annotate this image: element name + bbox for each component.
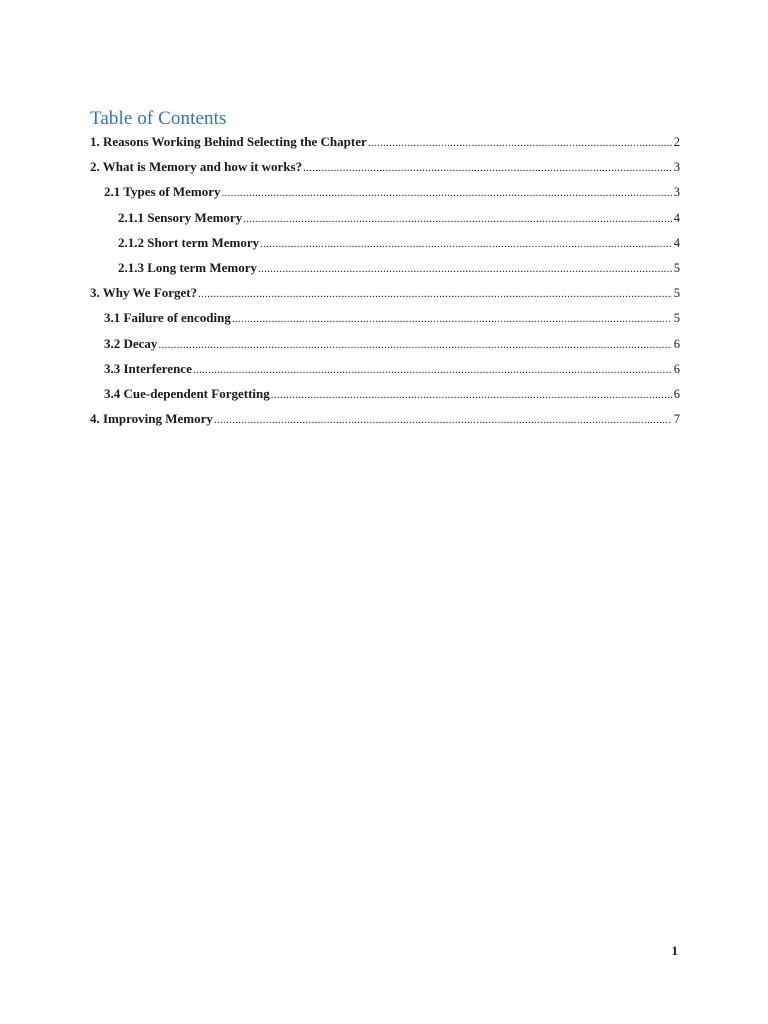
toc-entry[interactable] [90,310,680,335]
toc-dot-leader [368,134,672,146]
toc-entry[interactable] [90,411,680,436]
toc-entry-page: 4 [673,235,680,250]
toc-entry[interactable] [90,159,680,184]
toc-title: Table of Contents [90,108,227,129]
toc-entry[interactable] [90,210,680,235]
toc-entry-page: 6 [673,361,680,376]
toc-dot-leader [260,235,672,247]
toc-entry-page: 4 [673,210,680,225]
toc-entry[interactable] [90,235,680,260]
toc-entry[interactable] [90,134,680,159]
toc-entry-page: 5 [673,260,680,275]
toc-entry-page: 3 [673,185,680,200]
toc-entry[interactable] [90,184,680,209]
toc-entry[interactable] [90,386,680,411]
toc-entry[interactable] [90,361,680,386]
toc-entry[interactable] [90,285,680,310]
toc-list [90,134,680,436]
toc-entry-page: 6 [673,336,680,351]
toc-entry-label: 2.1.3 Long term Memory [118,259,257,275]
toc-entry-label: 2. What is Memory and how it works? [90,159,303,175]
toc-entry-label: 2.1.2 Short term Memory [118,234,260,250]
toc-entry-page: 3 [673,160,680,175]
toc-entry-label: 3.4 Cue-dependent Forgetting [104,385,270,401]
toc-dot-leader [158,336,671,348]
toc-dot-leader [243,210,672,222]
toc-entry-label: 4. Improving Memory [90,411,213,427]
toc-entry[interactable] [90,336,680,361]
toc-entry-label: 3.3 Interference [104,360,192,376]
page-number: 1 [671,943,678,958]
toc-entry-page: 5 [673,311,680,326]
toc-entry-label: 2.1.1 Sensory Memory [118,209,243,225]
toc-dot-leader [214,411,672,423]
toc-entry-page: 5 [673,286,680,301]
toc-entry-label: 1. Reasons Working Behind Selecting the Chapter [90,134,367,149]
toc-entry-page: 2 [673,135,680,149]
toc-entry-page: 7 [673,412,680,427]
toc-dot-leader [232,310,672,322]
toc-entry-label: 3.2 Decay [104,335,158,351]
toc-dot-leader [258,260,672,272]
toc-entry-label: 2.1 Types of Memory [104,184,221,200]
toc-entry-label: 3.1 Failure of encoding [104,310,231,326]
toc-dot-leader [271,386,672,398]
toc-dot-leader [193,361,672,373]
toc-entry-page: 6 [673,386,680,401]
toc-entry[interactable] [90,260,680,285]
toc-dot-leader [198,285,672,297]
toc-entry-label: 3. Why We Forget? [90,285,198,301]
toc-dot-leader [303,159,672,171]
toc-dot-leader [222,184,672,196]
